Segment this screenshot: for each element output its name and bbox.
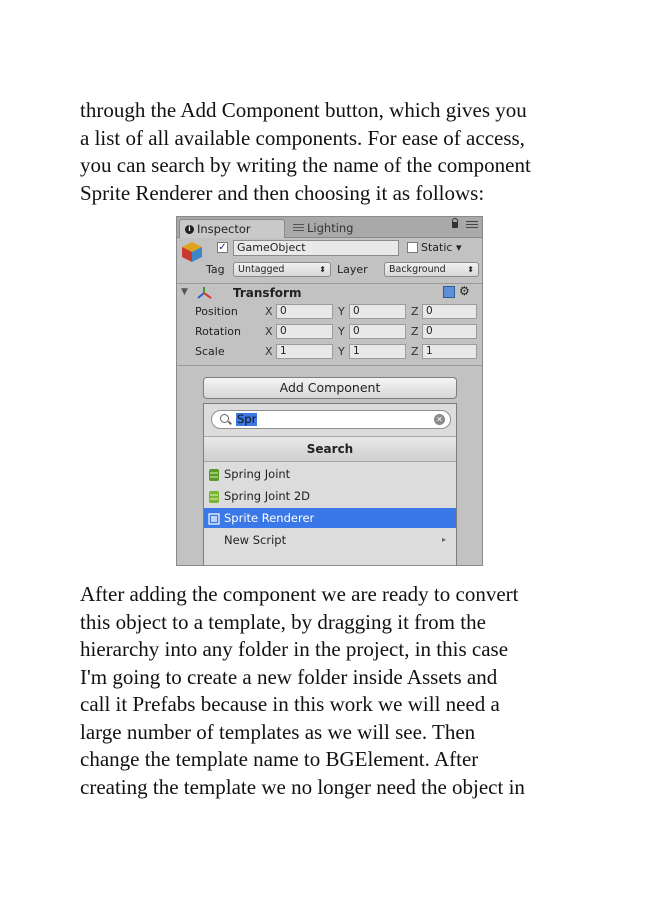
scale-label: Scale	[195, 345, 225, 358]
text-line: Sprite Renderer and then choosing it as follows:	[80, 180, 485, 205]
help-book-icon[interactable]	[443, 286, 455, 298]
rotation-x-field[interactable]: 0	[276, 324, 333, 339]
axis-z-label[interactable]: Z	[411, 305, 419, 318]
text-line: change the template name to BGElement. After	[80, 747, 479, 771]
static-label[interactable]: Static ▾	[421, 241, 462, 254]
info-icon: i	[185, 225, 194, 234]
divider	[177, 283, 482, 284]
component-search-input[interactable]	[211, 410, 451, 429]
axis-y-label[interactable]: Y	[338, 325, 345, 338]
dropdown-arrow-icon: ⬍	[319, 265, 326, 274]
add-component-button[interactable]: Add Component	[203, 377, 457, 399]
text-line: through the Add Component button, which gives you	[80, 98, 527, 122]
foldout-arrow-icon[interactable]: ▼	[181, 287, 188, 297]
search-icon	[220, 414, 229, 423]
axis-y-label[interactable]: Y	[338, 345, 345, 358]
text-line: a list of all available components. For ease of access,	[80, 125, 525, 150]
position-x-field[interactable]: 0	[276, 304, 333, 319]
position-z-field[interactable]: 0	[422, 304, 477, 319]
result-label: Spring Joint 2D	[224, 489, 311, 503]
scale-y-field[interactable]: 1	[349, 344, 406, 359]
tag-dropdown[interactable]	[233, 262, 331, 277]
position-y-field[interactable]: 0	[349, 304, 406, 319]
divider	[177, 365, 482, 366]
inspector-tab-bar	[177, 217, 482, 238]
tab-lighting-label: Lighting	[307, 221, 354, 235]
transform-icon	[196, 286, 212, 300]
result-new-script[interactable]	[204, 530, 456, 550]
paragraph-prefab	[80, 581, 590, 801]
result-spring-joint-2d[interactable]	[204, 486, 456, 506]
rotation-y-field[interactable]: 0	[349, 324, 406, 339]
result-sprite-renderer[interactable]	[204, 508, 456, 528]
inspector-screenshot	[176, 216, 483, 566]
scale-x-field[interactable]: 1	[276, 344, 333, 359]
rotation-z-field[interactable]: 0	[422, 324, 477, 339]
tag-value: Untagged	[238, 264, 285, 275]
spring-joint-2d-icon	[208, 490, 220, 504]
transform-title[interactable]: Transform	[233, 286, 302, 300]
add-component-popup	[203, 403, 457, 566]
axis-z-label[interactable]: Z	[411, 345, 419, 358]
object-name-field[interactable]: GameObject	[233, 240, 399, 256]
search-value: Spr	[237, 412, 257, 426]
paragraph-intro	[80, 97, 590, 207]
text-line: creating the template we no longer need the object in	[80, 774, 525, 799]
tab-inspector-label: Inspector	[197, 222, 251, 236]
menu-icon[interactable]	[466, 221, 478, 230]
dropdown-arrow-icon: ⬍	[467, 265, 474, 274]
text-line: call it Prefabs because in this work we will need a	[80, 692, 500, 716]
spring-joint-icon	[208, 468, 220, 482]
result-spring-joint[interactable]	[204, 464, 456, 484]
text-line: this object to a template, by dragging it from the	[80, 609, 486, 634]
result-label: Sprite Renderer	[224, 511, 315, 525]
axis-x-label[interactable]: X	[265, 345, 273, 358]
tab-inspector[interactable]	[179, 219, 285, 238]
lighting-icon	[293, 224, 304, 233]
rotation-label: Rotation	[195, 325, 242, 338]
tag-label: Tag	[206, 263, 225, 276]
axis-x-label[interactable]: X	[265, 325, 273, 338]
scale-z-field[interactable]: 1	[422, 344, 477, 359]
static-checkbox[interactable]	[407, 242, 418, 253]
clear-search-icon[interactable]: ✕	[434, 414, 445, 425]
text-line: After adding the component we are ready to convert	[80, 582, 519, 606]
text-line: I'm going to create a new folder inside Assets and	[80, 664, 498, 689]
axis-z-label[interactable]: Z	[411, 325, 419, 338]
sprite-renderer-icon	[208, 512, 220, 526]
layer-dropdown[interactable]	[384, 262, 479, 277]
axis-y-label[interactable]: Y	[338, 305, 345, 318]
layer-label: Layer	[337, 263, 368, 276]
tab-lighting[interactable]	[289, 219, 369, 237]
active-checkbox[interactable]: ✓	[218, 242, 227, 253]
gear-icon[interactable]: ⚙	[459, 284, 470, 298]
result-label: Spring Joint	[224, 467, 291, 481]
chevron-right-icon: ▸	[441, 535, 446, 544]
layer-value: Background	[389, 264, 446, 275]
search-header: Search	[204, 436, 456, 462]
axis-x-label[interactable]: X	[265, 305, 273, 318]
gameobject-cube-icon	[181, 241, 203, 263]
position-label: Position	[195, 305, 238, 318]
text-line: you can search by writing the name of the component	[80, 153, 531, 177]
lock-icon[interactable]	[452, 222, 458, 228]
text-line: hierarchy into any folder in the project, in this case	[80, 637, 509, 661]
result-label: New Script	[224, 533, 287, 547]
text-line: large number of templates as we will see. Then	[80, 719, 476, 744]
